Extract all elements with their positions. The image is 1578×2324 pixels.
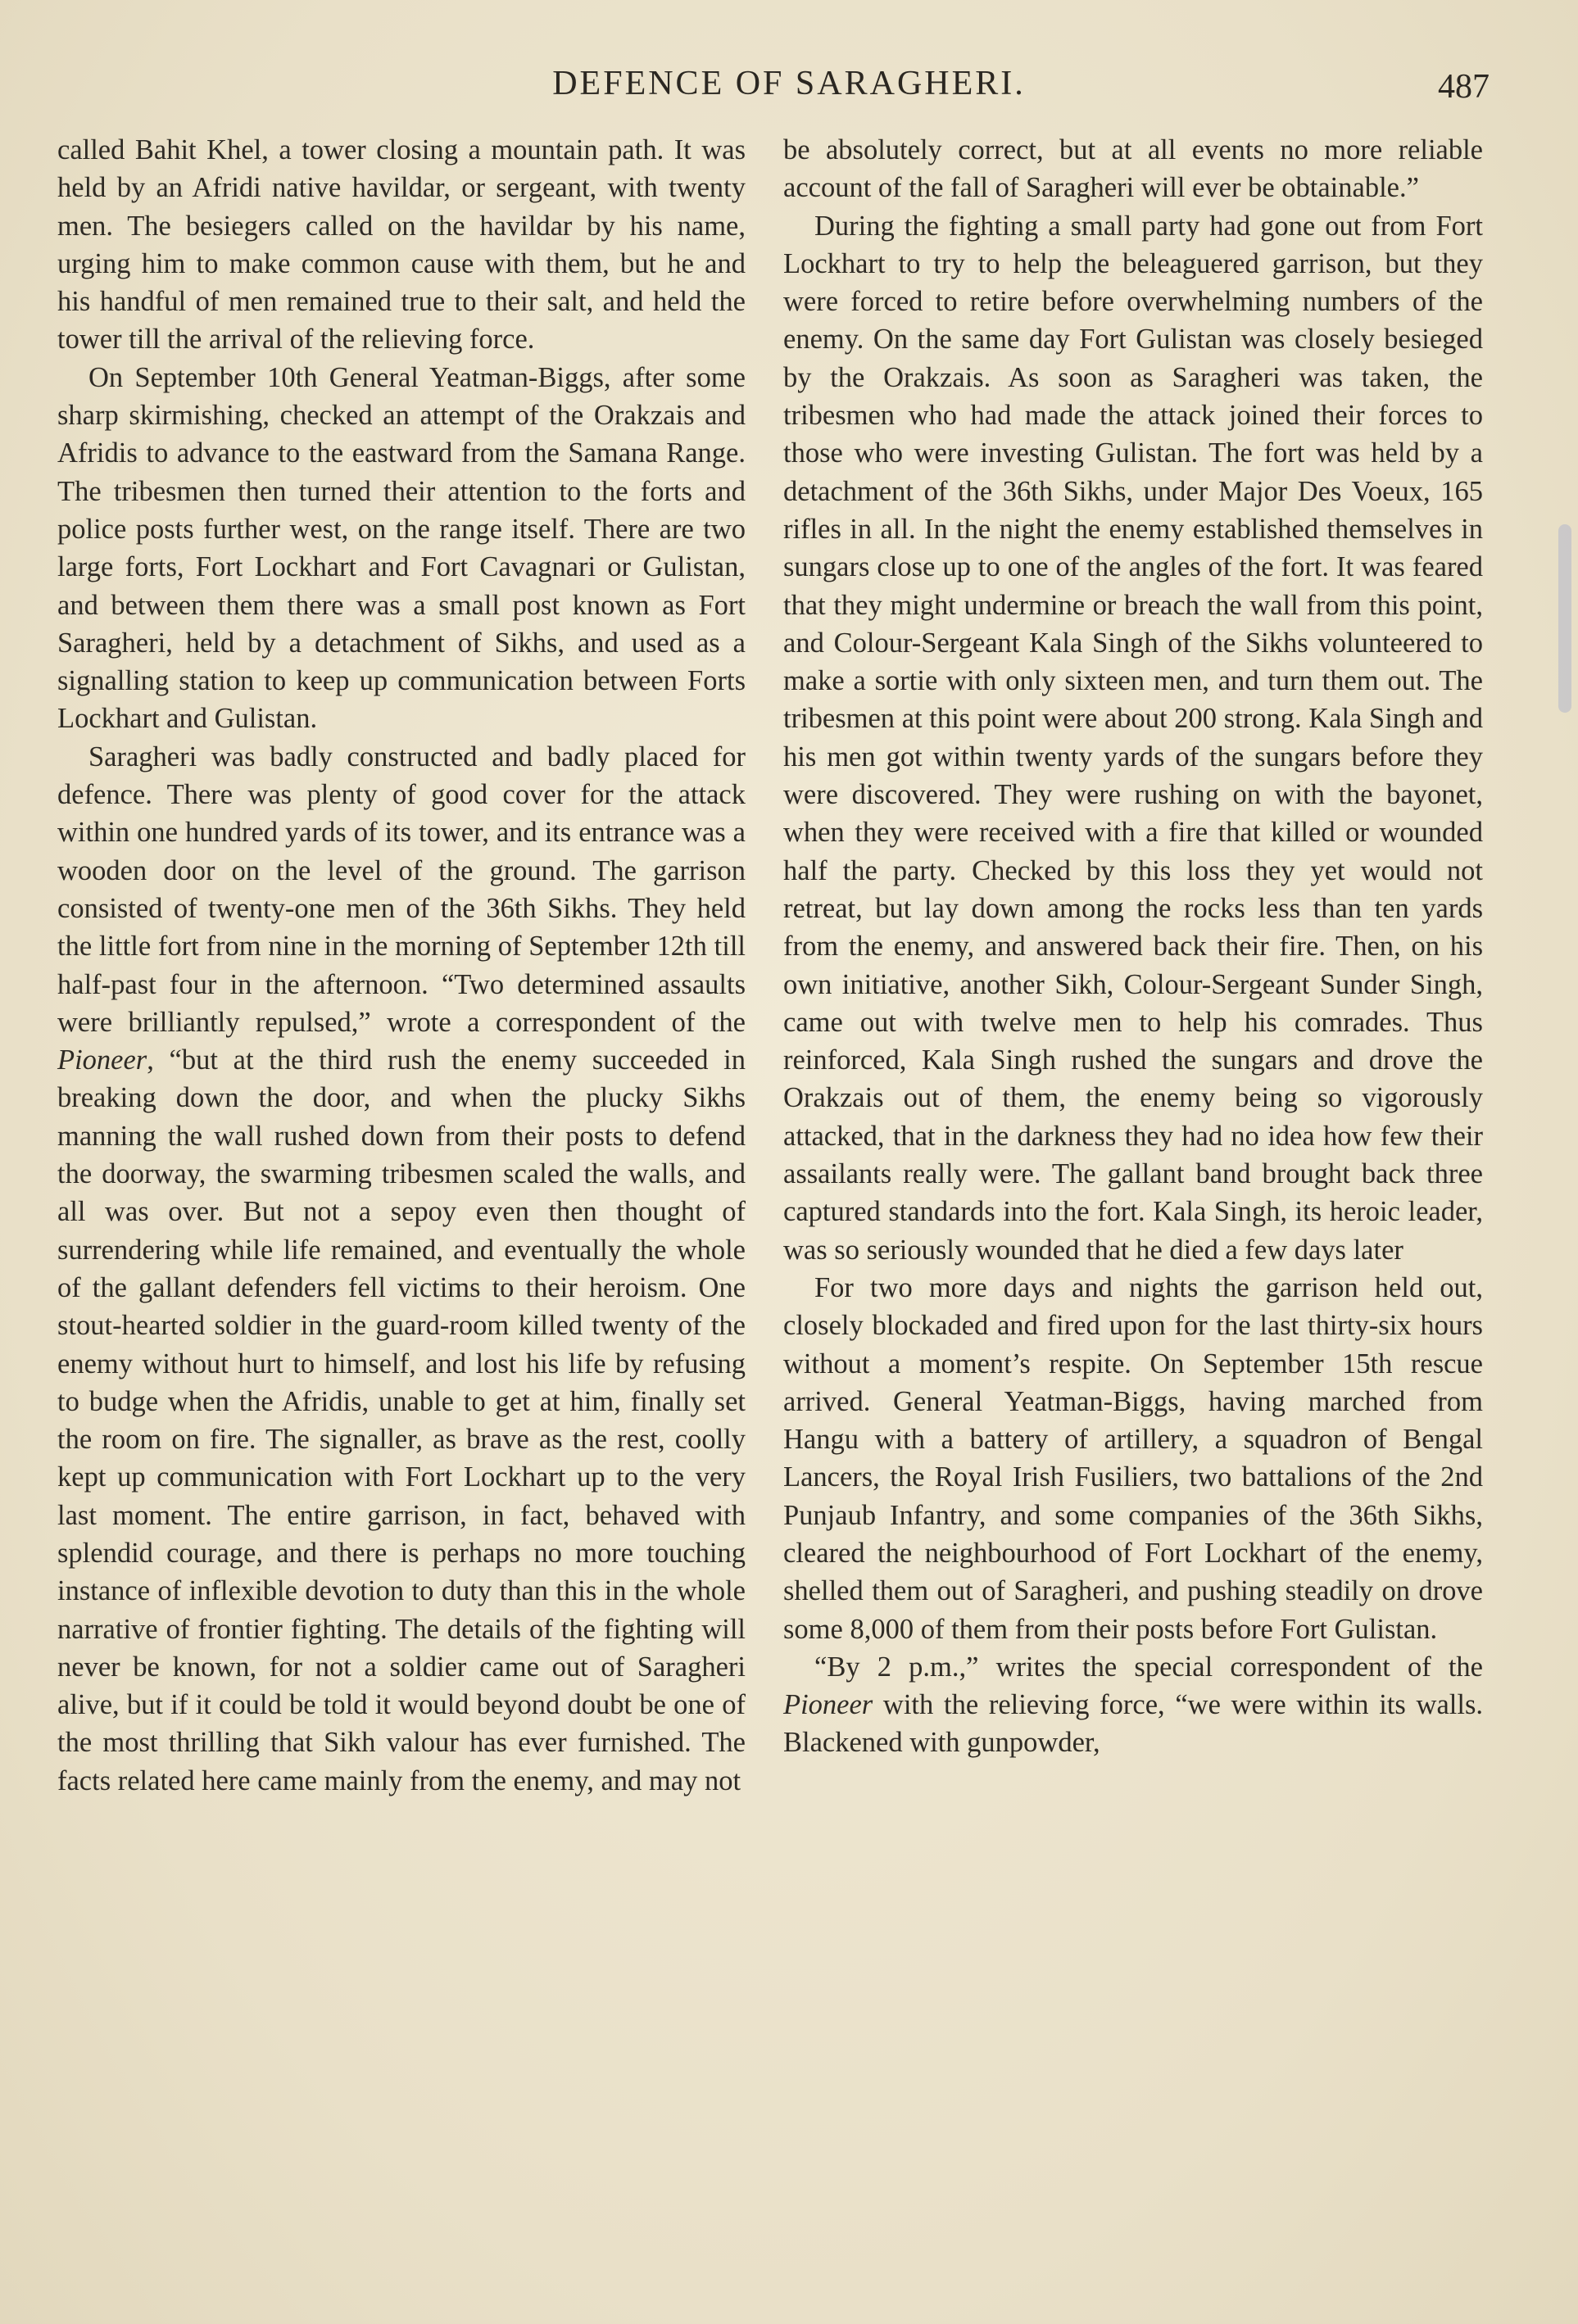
running-head [0, 64, 1578, 113]
periodical-title: Pioneer [57, 1044, 147, 1076]
left-column [57, 131, 746, 1800]
paragraph-text: with the relieving force, “we were within its walls. Blackened with gunpowder, [783, 1689, 1483, 1759]
paragraph-text: Saragheri was badly constructed and badly placed for defence. There was plenty of good cover for the attack within one hundred yards of its tower, and its entrance was a wooden door on the level of the ground. The garrison consisted of twenty-one men of the 36th Sikhs. They held the little fort from nine in the morning of September 12th till half-past four in the afternoon. “Two determined assaults were brilliantly repulsed,” wrote a correspondent of the [57, 741, 746, 1038]
margin-ink-mark [1558, 524, 1571, 713]
paragraph-text: , “but at the third rush the enemy succeeded in breaking down the door, and when the plucky Sikhs manning the wall rushed down from their posts to defend the doorway, the swarming tribesmen scaled the walls, and all was over. But not a sepoy even then thought of surrendering while life remained, and eventually the whole of the gallant defenders fell victims to their heroism. One stout-hearted soldier in the guard-room killed twenty of the enemy without hurt to himself, and lost his life by refusing to budge when the Afridis, unable to get at him, finally set the room on fire. The signaller, as brave as the rest, coolly kept up communication with Fort Lockhart up to the very last moment. The entire garrison, in fact, behaved with splendid courage, and there is perhaps no more touching instance of inflexible devotion to duty than this in the whole narrative of frontier fighting. The details of the fighting will never be known, for not a soldier came out of Saragheri alive, but if it could be told it would beyond doubt be one of the most thrilling that Sikh valour has ever furnished. The facts related here came mainly from the enemy, and may not [57, 1044, 746, 1796]
paragraph: For two more days and nights the garrison held out, closely blockaded and fired upon for the last thirty-six hours without a moment’s respite. On September 15th rescue arrived. General Yeatman-Biggs, having marched from Hangu with a battery of artillery, a squadron of Bengal Lancers, the Royal Irish Fusiliers, two battalions of the 2nd Punjaub Infantry, and some companies of the 36th Sikhs, cleared the neighbourhood of Fort Lockhart of the enemy, shelled them out of Saragheri, and pushing steadily on drove some 8,000 of them from their posts before Fort Gulistan. [783, 1271, 1483, 1645]
paragraph [57, 738, 746, 1800]
paragraph-text: “By 2 p.m.,” writes the special correspondent of the [814, 1651, 1483, 1683]
page-number: 487 [1438, 68, 1490, 106]
paragraph [783, 1648, 1483, 1762]
paragraph: On September 10th General Yeatman-Biggs, after some sharp skirmishing, checked an attempt of the Orakzais and Afridis to advance to the eastward from the Samana Range. The tribesmen then turned their attention to the forts and police posts further west, on the range itself. There are two large forts, Fort Lockhart and Fort Cavagnari or Gulistan, and between them there was a small post known as Fort Saragheri, held by a detachment of Sikhs, and used as a signalling station to keep up communication between Forts Lockhart and Gulistan. [57, 361, 746, 735]
paragraph: During the fighting a small party had gone out from Fort Lockhart to try to help the beleaguered garrison, but they were forced to retire before overwhelming numbers of the enemy. On the same day Fort Gulistan was closely besieged by the Orakzais. As soon as Saragheri was taken, the tribesmen who had made the attack joined their forces to those who were investing Gulistan. The fort was held by a detachment of the 36th Sikhs, under Major Des Voeux, 165 rifles in all. In the night the enemy established themselves in sungars close up to one of the angles of the fort. It was feared that they might undermine or breach the wall from this point, and Colour-Sergeant Kala Singh of the Sikhs volunteered to make a sortie with only sixteen men, and turn them out. The tribesmen at this point were about 200 strong. Kala Singh and his men got within twenty yards of the sungars before they were discovered. They were rushing on with the bayonet, when they were received with a fire that killed or wounded half the party. Checked by this loss they yet would not retreat, but lay down among the rocks less than ten yards from the enemy, and answered back their fire. Then, on his own initiative, another Sikh, Colour-Sergeant Sunder Singh, came out with twelve men to help his comrades. Thus reinforced, Kala Singh rushed the sungars and drove the Orakzais out of them, the enemy being so vigorously attacked, that in the darkness they had no idea how few their assailants really were. The gallant band brought back three captured standards into the fort. Kala Singh, its heroic leader, was so seriously wounded that he died a few days later [783, 210, 1483, 1266]
running-title: DEFENCE OF SARAGHERI. [552, 65, 1026, 102]
periodical-title: Pioneer [783, 1689, 873, 1721]
right-column [783, 131, 1483, 1762]
paragraph: called Bahit Khel, a tower closing a mountain path. It was held by an Afridi native havildar, or sergeant, with twenty men. The besiegers called on the havildar by his name, urging him to make common cause with them, but he and his handful of men remained true to their salt, and held the tower till the arrival of the relieving force. [57, 134, 746, 356]
paragraph: be absolutely correct, but at all events no more reliable account of the fall of Saragheri will ever be obtainable.” [783, 134, 1483, 204]
